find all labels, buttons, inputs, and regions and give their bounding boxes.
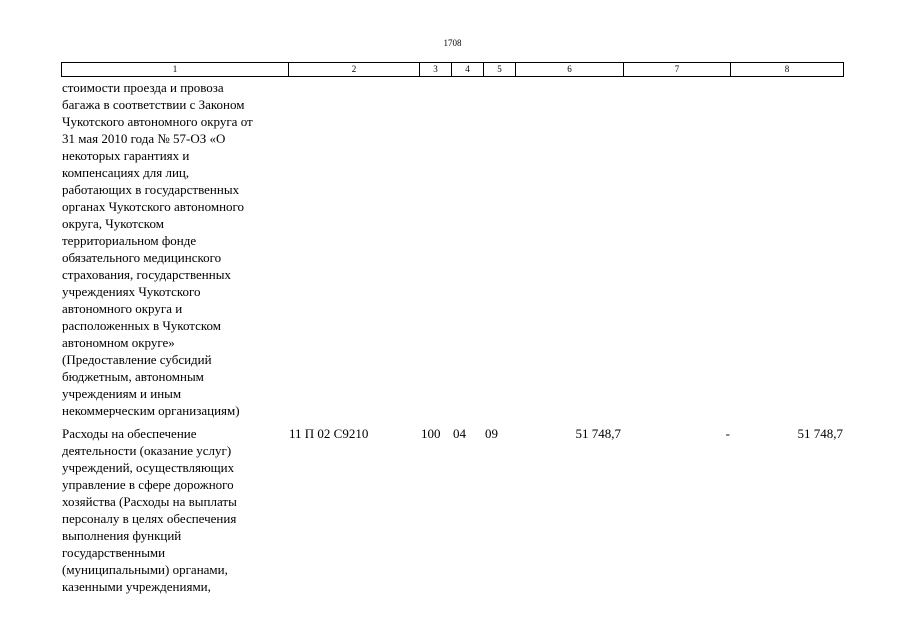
row-text-line: стоимости проезда и провоза: [62, 80, 224, 95]
row-text-line: казенными учреждениями,: [62, 579, 211, 594]
column-header-7: 7: [624, 63, 731, 77]
row-text-line: Чукотского автономного округа от: [62, 114, 253, 129]
row-text-line: обязательного медицинского: [62, 250, 222, 265]
row-text-line: учреждений, осуществляющих: [62, 460, 235, 475]
row-text-line: деятельности (оказание услуг): [62, 443, 232, 458]
column-header-2: 2: [289, 63, 420, 77]
column-header-1: 1: [62, 63, 289, 77]
row-text-line: страхования, государственных: [62, 267, 231, 282]
column-header-8: 8: [731, 63, 844, 77]
row-text-line: округа, Чукотском: [62, 216, 164, 231]
column-header-5: 5: [484, 63, 516, 77]
row-text-line: автономном округе»: [62, 335, 175, 350]
row-text-line: учреждениям и иным: [62, 386, 182, 401]
row-text-line: автономного округа и: [62, 301, 183, 316]
row-text-line: (муниципальными) органами,: [62, 562, 228, 577]
column-header-row: [61, 62, 844, 77]
row-2-col3: 100: [421, 426, 441, 441]
row-2-col6: 51 748,7: [575, 426, 621, 441]
row-2-col8: 51 748,7: [797, 426, 843, 441]
row-text-line: (Предоставление субсидий: [62, 352, 212, 367]
row-2-col5: 09: [485, 426, 498, 441]
row-text-line: багажа в соответствии с Законом: [62, 97, 245, 112]
row-text-line: территориальном фонде: [62, 233, 197, 248]
row-text-line: компенсациях для лиц,: [62, 165, 190, 180]
column-header-4: 4: [452, 63, 484, 77]
row-text-line: некоторых гарантиях и: [62, 148, 190, 163]
row-2-col7: -: [725, 426, 730, 441]
page-number: 1708: [443, 38, 462, 48]
row-text-line: расположенных в Чукотском: [62, 318, 222, 333]
table-row-1-name: [62, 79, 287, 419]
row-text-line: хозяйства (Расходы на выплаты: [62, 494, 237, 509]
row-text-line: государственными: [62, 545, 166, 560]
row-2-code: 11 П 02 С9210: [289, 426, 369, 441]
row-text-line: органах Чукотского автономного: [62, 199, 245, 214]
row-2-col4: 04: [453, 426, 466, 441]
row-text-line: персоналу в целях обеспечения: [62, 511, 237, 526]
column-header-6: 6: [516, 63, 624, 77]
row-text-line: бюджетным, автономным: [62, 369, 204, 384]
row-text-line: Расходы на обеспечение: [62, 426, 197, 441]
column-header-3: 3: [420, 63, 452, 77]
row-text-line: выполнения функций: [62, 528, 182, 543]
row-text-line: управление в сфере дорожного: [62, 477, 234, 492]
row-text-line: учреждениях Чукотского: [62, 284, 201, 299]
row-text-line: работающих в государственных: [62, 182, 240, 197]
row-text-line: 31 мая 2010 года № 57-ОЗ «О: [62, 131, 226, 146]
row-text-line: некоммерческим организациям): [62, 403, 240, 418]
table-row-2-name: [62, 425, 287, 595]
